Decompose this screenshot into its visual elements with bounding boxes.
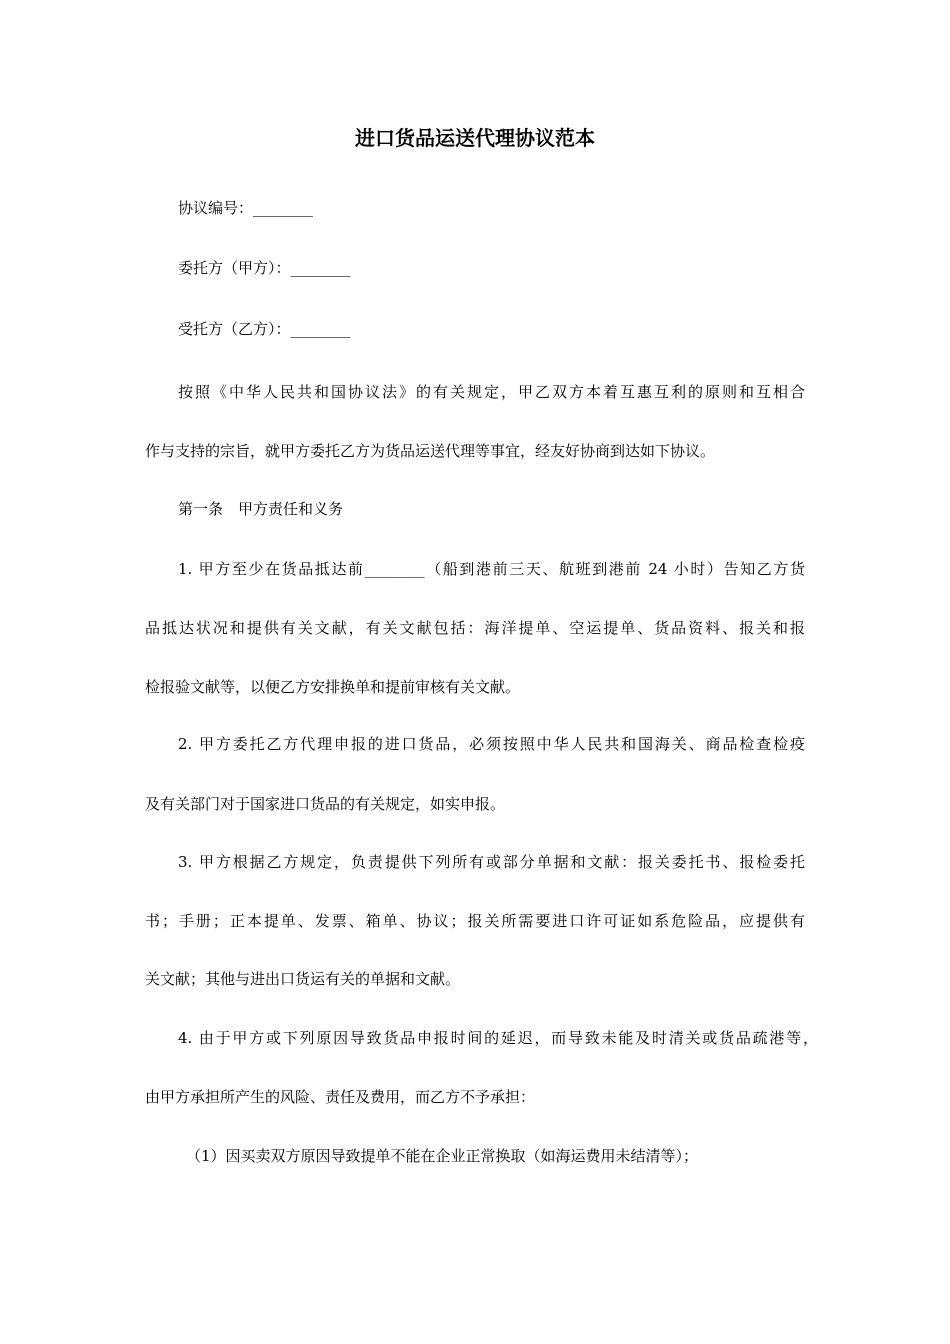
article-1-item-3-line-3: 关文献；其他与进出口货运有关的单据和文献。 bbox=[145, 970, 461, 988]
preamble-line-2: 作与支持的宗旨，就甲方委托乙方为货品运送代理等事宜，经友好协商到达如下协议。 bbox=[145, 442, 716, 460]
document-title: 进口货品运送代理协议范本 bbox=[355, 126, 595, 150]
article-1-heading: 第一条 甲方责任和义务 bbox=[178, 500, 344, 518]
party-b-field: 受托方（乙方）：________ bbox=[178, 320, 351, 338]
article-1-item-4-line-2: 由甲方承担所产生的风险、责任及费用，而乙方不予承担： bbox=[145, 1088, 536, 1106]
article-1-item-1-line-1: 1. 甲方至少在货品抵达前________（船到港前三天、航班到港前 24 小时）告知乙方货 bbox=[178, 560, 805, 578]
article-1-item-1-line-2: 品抵达状况和提供有关文献，有关文献包括：海洋提单、空运提单、货品资料、报关和报 bbox=[145, 619, 805, 637]
agreement-number-field: 协议编号：________ bbox=[178, 199, 314, 217]
preamble-line-1: 按照《中华人民共和国协议法》的有关规定，甲乙双方本着互惠互利的原则和互相合 bbox=[178, 383, 805, 401]
article-1-item-3-line-2: 书；手册；正本提单、发票、箱单、协议；报关所需要进口许可证如系危险品，应提供有 bbox=[145, 912, 805, 930]
article-1-item-2-line-1: 2. 甲方委托乙方代理申报的进口货品，必须按照中华人民共和国海关、商品检查检疫 bbox=[178, 735, 805, 753]
article-1-item-4-line-1: 4. 由于甲方或下列原因导致货品申报时间的延迟，而导致未能及时清关或货品疏港等， bbox=[178, 1029, 818, 1047]
party-a-field: 委托方（甲方）：________ bbox=[178, 259, 351, 277]
article-1-item-2-line-2: 及有关部门对于国家进口货品的有关规定，如实申报。 bbox=[145, 795, 506, 813]
article-1-sub-item-1: （1）因买卖双方原因导致提单不能在企业正常换取（如海运费用未结清等）； bbox=[186, 1147, 699, 1165]
article-1-item-1-line-3: 检报验文献等，以便乙方安排换单和提前审核有关文献。 bbox=[145, 678, 521, 696]
article-1-item-3-line-1: 3. 甲方根据乙方规定，负责提供下列所有或部分单据和文献：报关委托书、报检委托 bbox=[178, 853, 805, 871]
